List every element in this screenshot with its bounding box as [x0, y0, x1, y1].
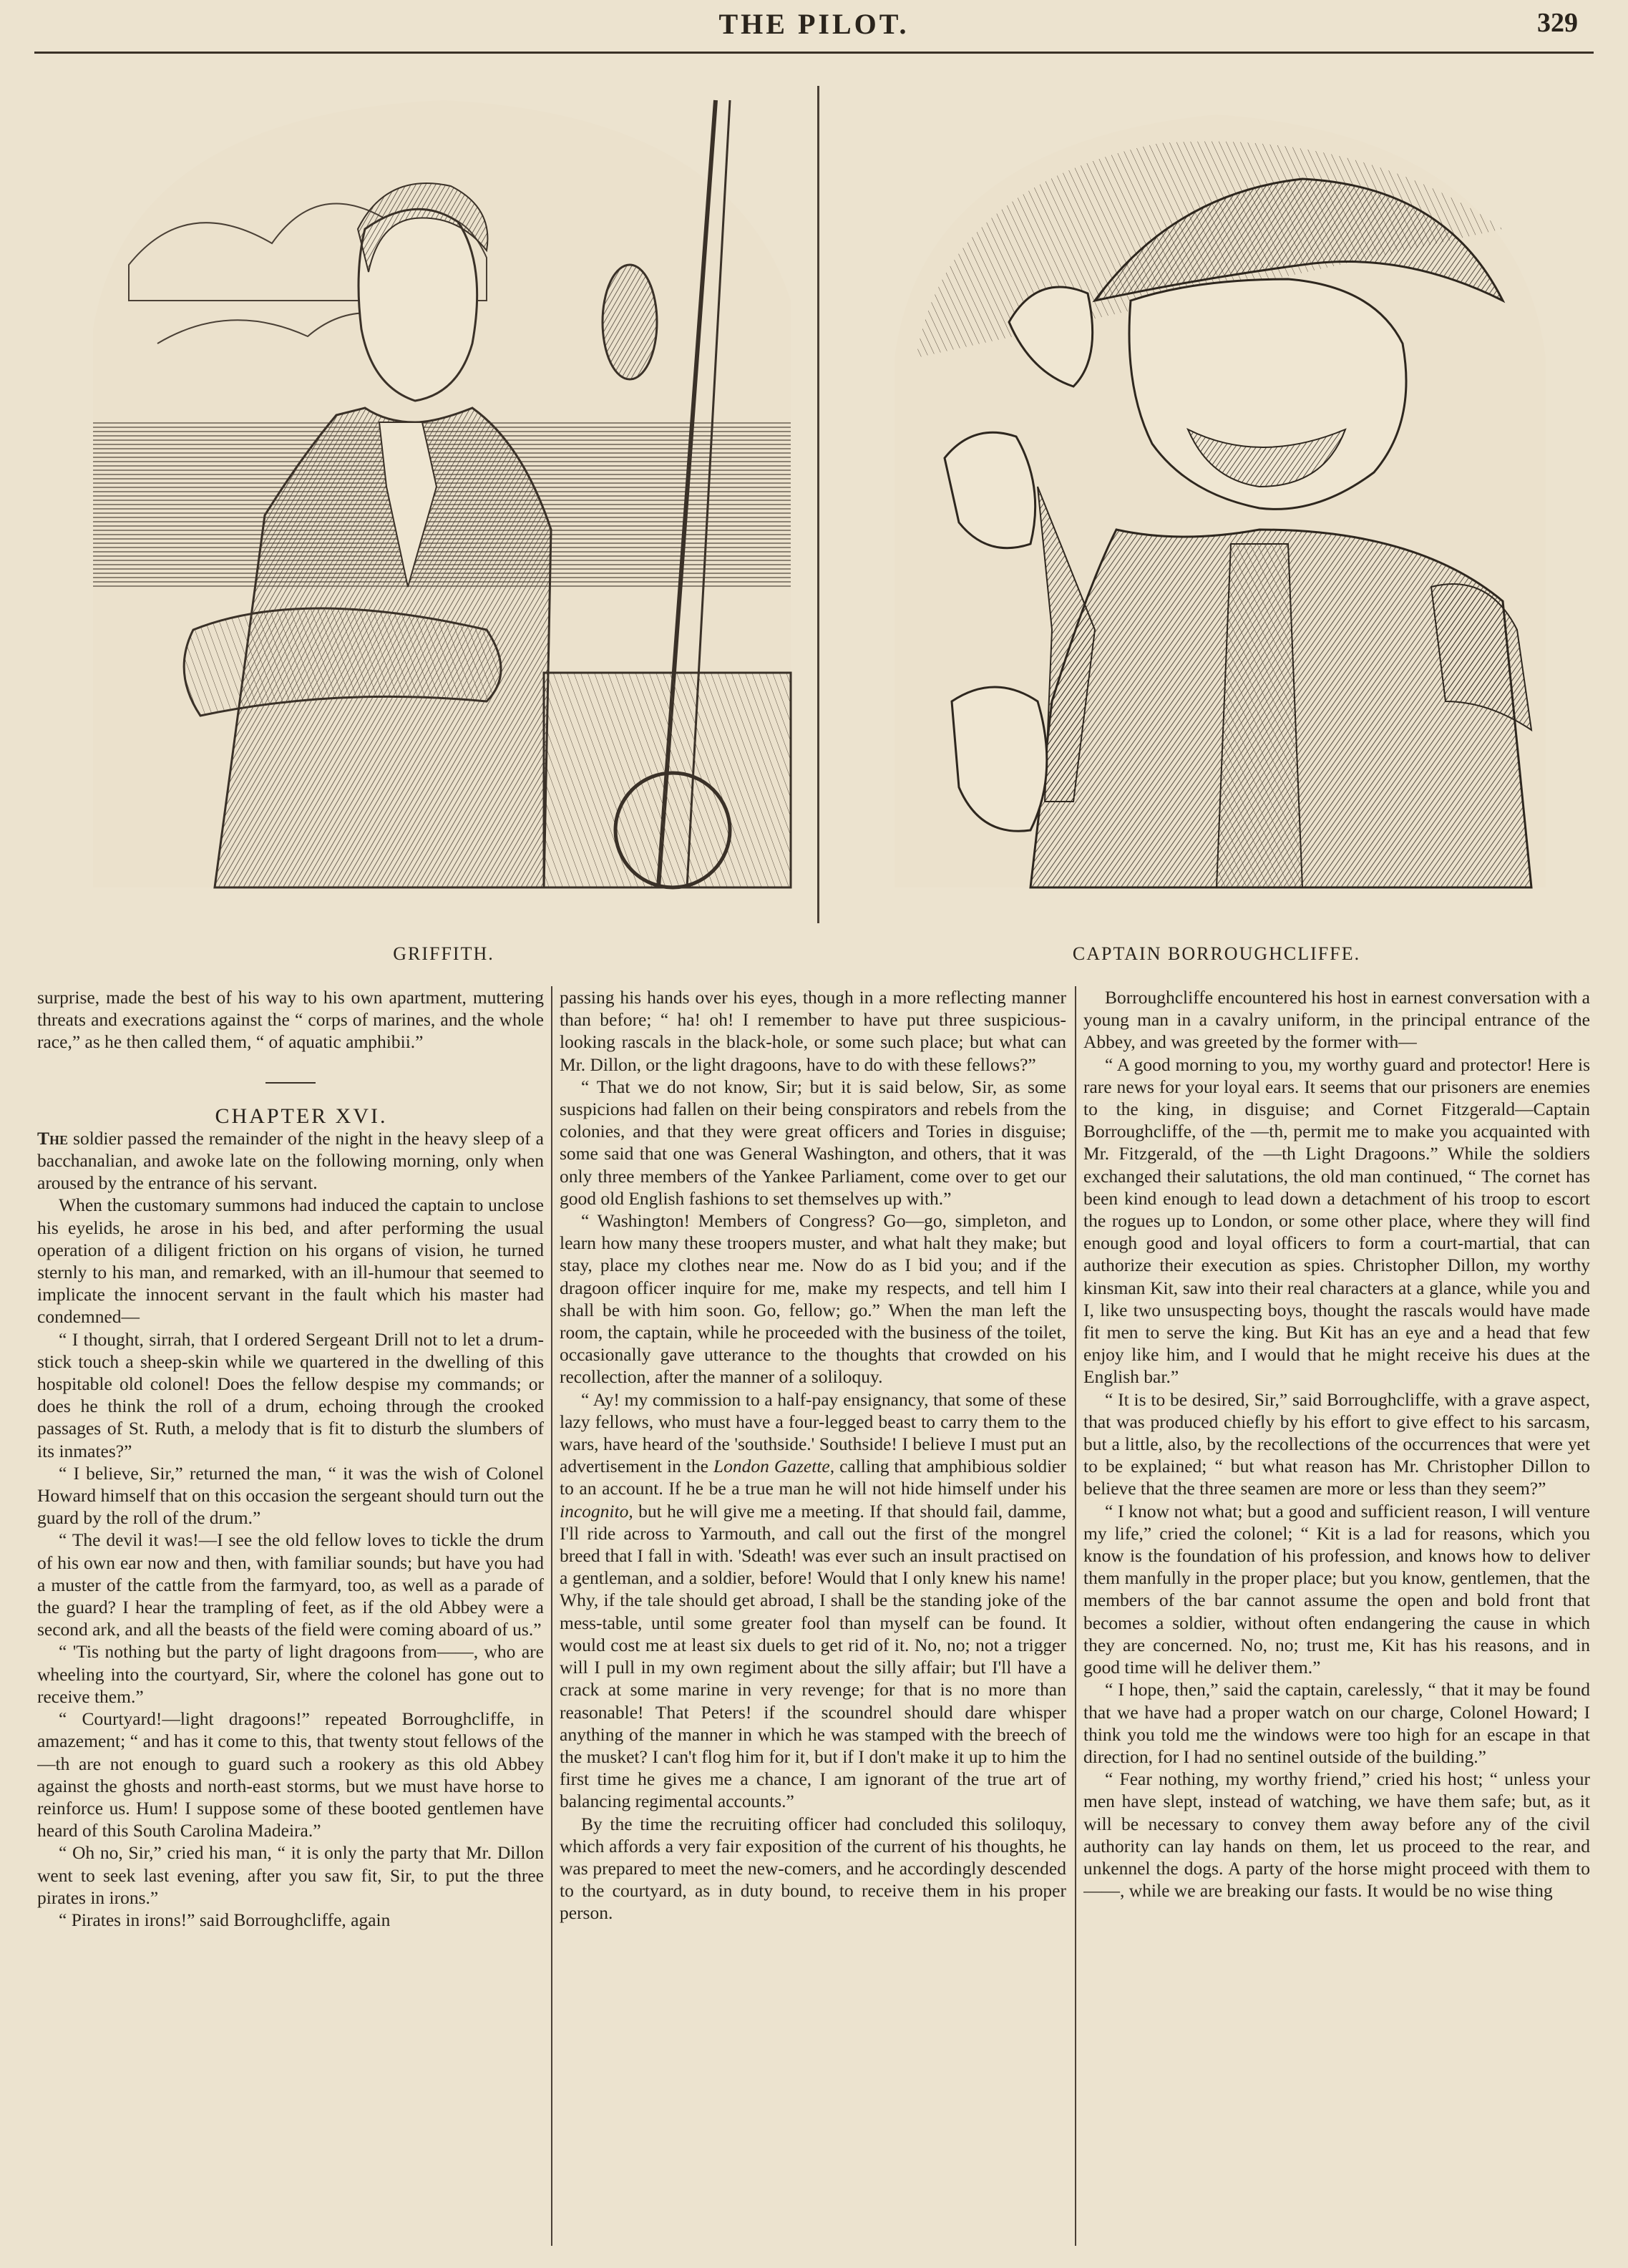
- paragraph: “ A good morning to you, my worthy guard and protector! Here is rare news for your loyal ears. It seems that our prisoners are enemies to the king, in disguise; and Cornet Fitzgerald—Captain Borroughcliffe, of the —th, permit me to make you acquainted with Mr. Fitzgerald, of the —th Light Dragoons.” While the soldiers exchanged their salutations, the old man continued, “ The cornet has been kind enough to lead down a detachment of his troop to escort the rogues up to London, or some other place, where they will find enough good and loyal officers to form a court-martial, that can authorize their execution as spies. Christopher Dillon, my worthy kinsman Kit, saw into their real characters at a glance, while you and I, like two unsuspecting boys, thought the rascals would have made fit men to serve the king. But Kit has an eye and a head that few enjoy like him, and I would that he might receive his dues at the English bar.”: [1083, 1053, 1590, 1388]
- page-number: 329: [1537, 8, 1578, 38]
- griffith-engraving: [86, 86, 801, 909]
- paragraph: “ 'Tis nothing but the party of light dragoons from——, who are wheeling into the courtyard, Sir, where the colonel has gone out to receive them.”: [37, 1641, 544, 1707]
- chapter-divider: [265, 1082, 316, 1084]
- header-rule: [34, 52, 1594, 54]
- paragraph-text: but he will give me a meeting. If that should fail, damme, I'll ride across to Yarmouth, and call out the first of the mongrel breed that I fall in with. 'Sdeath! was ever such an insult practised on a gentleman, and a soldier, before! Would that I only knew his name! Why, if the tale should get abroad, I shall be the standing joke of the mess-table, until some greater fool than myself can be found. It would cost me at least six duels to get rid of it. No, no; not a trigger will I pull in my own regiment about the silly affair; but I'll have a crack at some marine in very revenge; for that is no more than reasonable! That Peters! if the scoundrel should dare whisper anything of the manner in which he was stamped with the breech of the musket? I can't flog him for it, but if I don't make it up to him the first time he gives me a chance, I am ignorant of the true art of balancing regimental accounts.”: [560, 1500, 1066, 1812]
- paragraph: surprise, made the best of his way to his own apartment, muttering threats and execrations against the “ corps of marines, and the whole race,” as he then called them, “ of aquatic amphibii.”: [37, 987, 544, 1053]
- paragraph: “ That we do not know, Sir; but it is said below, Sir, as some suspicions had fallen on their being conspirators and rebels from the colonies, and that they were great officers and Tories in disguise; some said that one was General Washington, and others, that it was only three members of the Yankee Parliament, come over to get our good old English fashions to set themselves up with.”: [560, 1076, 1066, 1209]
- paragraph-text: soldier passed the remainder of the night in the heavy sleep of a bacchanalian, and awoke late on the following morning, only when aroused by the entrance of his servant.: [37, 1127, 544, 1194]
- paragraph: “ I thought, sirrah, that I ordered Sergeant Drill not to let a drum-stick touch a sheep-skin while we quartered in the dwelling of this hospitable old colonel! Does the fellow despise my commands; or does he think the roll of a drum, echoing through the crooked passages of St. Ruth, a melody that is fit to disturb the slumbers of its inmates?”: [37, 1328, 544, 1461]
- paragraph: “ I hope, then,” said the captain, carelessly, “ that it may be found that we have had a proper watch on our charge, Colonel Howard; I think you told me the windows were too high for an escape in that direction, for I had no sentinel outside of the building.”: [1083, 1679, 1590, 1767]
- chapter-heading: CHAPTER XVI.: [215, 1104, 388, 1128]
- paragraph: “ It is to be desired, Sir,” said Borroughcliffe, with a grave aspect, that was produced chiefly by his effort to give effect to his sarcasm, but a little, also, by the recollections of the occurrences that were yet to be explained; “ but what reason has Mr. Christopher Dillon to believe that the three seamen are more or less than they seem?”: [1083, 1388, 1590, 1499]
- column-rule: [551, 986, 552, 2246]
- column-rule: [1075, 986, 1076, 2246]
- paragraph: [37, 1127, 544, 1194]
- paragraph: When the customary summons had induced the captain to unclose his eyelids, he arose in his bed, and after performing the usual operation of a diligent friction on his organs of vision, he turned sternly to his man, and remarked, with an ill-humour that seemed to implicate the innocent servant in the fault which his master had condemned—: [37, 1194, 544, 1328]
- paragraph: “ Pirates in irons!” said Borroughcliffe, again: [59, 1909, 391, 1930]
- paragraph-text: “ Ay! my commission to a half-pay ensignancy, that some of these lazy fellows, who must have a four-legged beast to carry them to the wars, have heard of the 'southside.' Southside! I believe I must put an advertisement in the: [560, 1388, 1066, 1477]
- paragraph: “ I believe, Sir,” returned the man, “ it was the wish of Colonel Howard himself that on this occasion the sergeant should turn out the guard by the roll of the drum.”: [37, 1462, 544, 1529]
- paragraph: “ Oh no, Sir,” cried his man, “ it is only the party that Mr. Dillon went to seek last evening, after you saw fit, Sir, to put the three pirates in irons.”: [37, 1842, 544, 1908]
- illustration-divider: [817, 86, 819, 923]
- column-1: [37, 986, 544, 2246]
- paragraph: “ I know not what; but a good and sufficient reason, I will venture my life,” cried the colonel; “ Kit is a lad for reasons, which you know is the foundation of his profession, and knows how to deliver them manfully in the proper place; but you know, gentlemen, that the members of the bar cannot assume the open and bold front that becomes a soldier, without often endangering the cause in which they are concerned. No, no; trust me, Kit has his reasons, and in good time will he deliver them.”: [1083, 1500, 1590, 1678]
- paragraph-text: calling that amphibious soldier to an account. If he be a true man he will not hide himself under his: [560, 1456, 1066, 1499]
- griffith-caption: GRIFFITH.: [393, 943, 494, 964]
- borroughcliffe-caption: CAPTAIN BORROUGHCLIFFE.: [1072, 943, 1361, 964]
- paragraph: [560, 1388, 1066, 1813]
- paragraph: passing his hands over his eyes, though in a more reflecting manner than before; “ ha! oh! I remember to have put three suspicious-looking rascals in the black-hole, or some such place; but what can Mr. Dillon, or the light dragoons, have to do with these fellows?”: [560, 987, 1066, 1075]
- column-3: [1083, 986, 1590, 2246]
- italic-text: London Gazette,: [713, 1456, 835, 1477]
- paragraph: “ Washington! Members of Congress? Go—go, simpleton, and learn how many these troopers muster, and what halt they make; but stay, place my clothes near me. Now do as I bid you; and if the dragoon officer inquire for me, make my respects, and tell him I shall be with him soon. Go, fellow; go.” When the man left the room, the captain, while he proceeded with the business of the toilet, occasionally gave utterance to the thoughts that crowded on his recollection, after the manner of a soliloquy.: [560, 1210, 1066, 1388]
- paragraph: “ Courtyard!—light dragoons!” repeated Borroughcliffe, in amazement; “ and has it come to this, that twenty stout fellows of the —th are not enough to guard such a rookery as this old Abbey against the ghosts and north-east storms, but we must have horse to reinforce us. Hum! I suppose some of these booted gentlemen have heard of this South Carolina Madeira.”: [37, 1708, 544, 1841]
- running-title: THE PILOT.: [718, 8, 910, 40]
- italic-text: incognito,: [560, 1500, 633, 1522]
- paragraph: “ Fear nothing, my worthy friend,” cried his host; “ unless your men have slept, instead of watching, we have them safe; but, as it will be necessary to convey them away before any of the civil authority can lay hands on them, let us proceed to the rear, and unkennel the dogs. A party of the horse might proceed with them to ——, while we are breaking our fasts. It would be no wise thing: [1083, 1768, 1590, 1902]
- paragraph: Borroughcliffe encountered his host in earnest conversation with a young man in a cavalry uniform, in the principal entrance of the Abbey, and was greeted by the former with—: [1083, 987, 1590, 1053]
- column-2: [560, 986, 1066, 2246]
- text-columns: [37, 986, 1592, 2246]
- captain-borroughcliffe-engraving: [859, 86, 1574, 909]
- paragraph: By the time the recruiting officer had concluded this soliloquy, which affords a very fair exposition of the current of his thoughts, he was prepared to meet the new-comers, and he accordingly descended to the courtyard, as in duty bound, to receive them in his proper person.: [560, 1813, 1066, 1924]
- chapter-lead-word: The: [37, 1127, 69, 1149]
- paragraph: “ The devil it was!—I see the old fellow loves to tickle the drum of his own ear now and then, with familiar sounds; but have you had a muster of the cattle from the farmyard, too, as well as a parade of the guard? I hear the trampling of feet, as if the old Abbey were a second ark, and all the beasts of the field were coming aboard of us.”: [37, 1529, 544, 1640]
